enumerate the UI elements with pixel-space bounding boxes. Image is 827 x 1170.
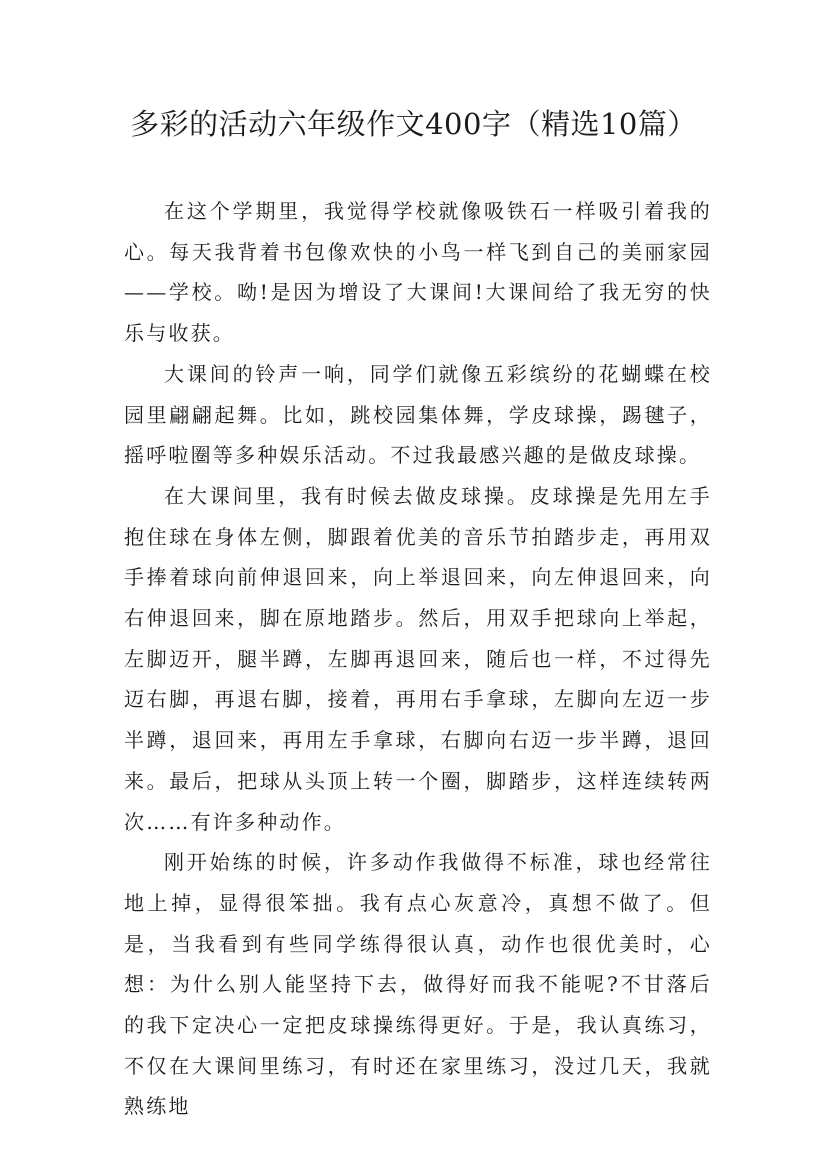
paragraph-3: 在大课间里，我有时候去做皮球操。皮球操是先用左手抱住球在身体左侧，脚跟着优美的音乐节拍踏步走，再用双手捧着球向前伸退回来，向上举退回来，向左伸退回来，向右伸退回来，脚在原地踏步。然后，用双手把球向上举起，左脚迈开，腿半蹲，左脚再退回来，随后也一样，不过得先迈右脚，再退右脚，接着，再用右手拿球，左脚向左迈一步半蹲，退回来，再用左手拿球，右脚向右迈一步半蹲，退回来。最后，把球从头顶上转一个圈，脚踏步，这样连续转两次……有许多种动作。 — [124, 483, 712, 834]
document-title: 多彩的活动六年级作文400字（精选10篇） — [130, 107, 697, 141]
document-body — [124, 191, 712, 1127]
paragraph-1: 在这个学期里，我觉得学校就像吸铁石一样吸引着我的心。每天我背着书包像欢快的小鸟一样飞到自己的美丽家园——学校。呦!是因为增设了大课间!大课间给了我无穷的快乐与收获。 — [124, 199, 712, 346]
paragraph-4: 刚开始练的时候，许多动作我做得不标准，球也经常往地上掉，显得很笨拙。我有点心灰意冷，真想不做了。但是，当我看到有些同学练得很认真，动作也很优美时，心想：为什么别人能坚持下去，做得好而我不能呢?不甘落后的我下定决心一定把皮球操练得更好。于是，我认真练习，不仅在大课间里练习，有时还在家里练习，没过几天，我就熟练地 — [124, 850, 712, 1119]
paragraph-2: 大课间的铃声一响，同学们就像五彩缤纷的花蝴蝶在校园里翩翩起舞。比如，跳校园集体舞，学皮球操，踢毽子，摇呼啦圈等多种娱乐活动。不过我最感兴趣的是做皮球操。 — [124, 361, 712, 468]
